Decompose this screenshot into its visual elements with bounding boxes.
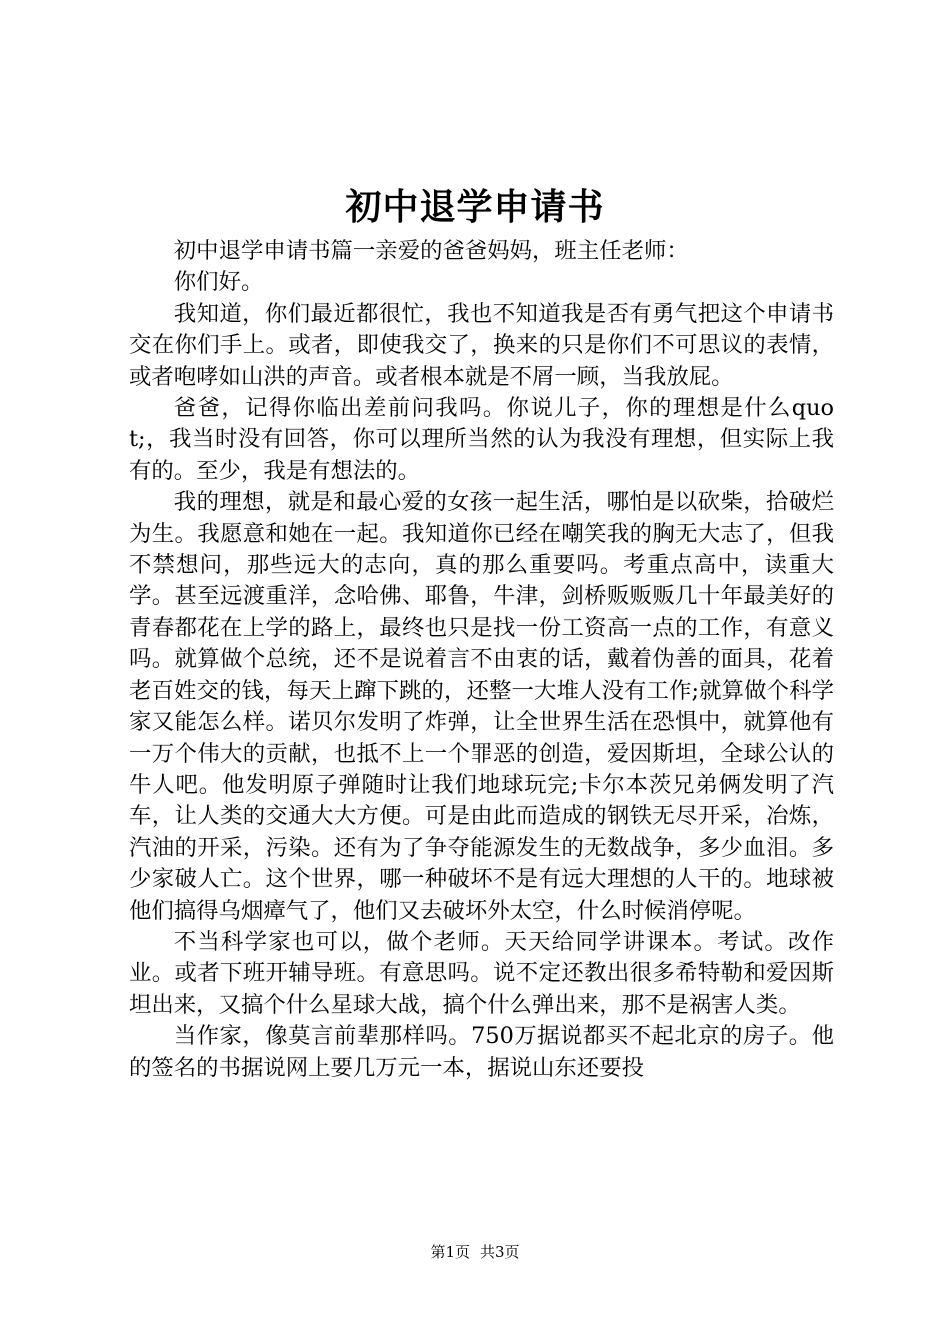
paragraph-teacher: 不当科学家也可以，做个老师。天天给同学讲课本。考试。改作业。或者下班开辅导班。有意思吗。说不定还教出很多希特勒和爱因斯坦出来，又搞个什么星球大战，搞个什么弹出来，那不是祸害人类。 (129, 928, 834, 1018)
document-title: 初中退学申请书 (345, 186, 605, 228)
page-footer (0, 1242, 950, 1262)
page-number: 第1页 (430, 1243, 470, 1261)
paragraph-ideal: 我的理想，就是和最心爱的女孩一起生活，哪怕是以砍柴，拾破烂为生。我愿意和她在一起。我知道你已经在嘲笑我的胸无大志了，但我不禁想问，那些远大的志向，真的那么重要吗。考重点高中，读重大学。甚至远渡重洋，念哈佛、耶鲁，牛津，剑桥贩贩贩几十年最美好的青春都花在上学的路上，最终也只是找一份工资高一点的工作，有意义吗。就算做个总统，还不是说着言不由衷的话，戴着伪善的面具，花着老百姓交的钱，每天上蹿下跳的，还整一大堆人没有工作;就算做个科学家又能怎么样。诺贝尔发明了炸弹，让全世界生活在恐惧中，就算他有一万个伟大的贡献，也抵不上一个罪恶的创造，爱因斯坦，全球公认的牛人吧。他发明原子弹随时让我们地球玩完;卡尔本茨兄弟俩发明了汽车，让人类的交通大大方便。可是由此而造成的钢铁无尽开采，冶炼，汽油的开采，污染。还有为了争夺能源发生的无数战争，多少血泪。多少家破人亡。这个世界，哪一种破坏不是有远大理想的人干的。地球被他们搞得乌烟瘴气了，他们又去破坏外太空，什么时候消停呢。 (129, 489, 834, 924)
paragraph-dad-question: 爸爸，记得你临出差前问我吗。你说儿子，你的理想是什么quot;，我当时没有回答，你可以理所当然的认为我没有理想，但实际上我有的。至少，我是有想法的。 (129, 395, 834, 484)
paragraph-intro: 我知道，你们最近都很忙，我也不知道我是否有勇气把这个申请书交在你们手上。或者，即使我交了，换来的只是你们不可思议的表情，或者咆哮如山洪的声音。或者根本就是不屑一顾，当我放屁。 (129, 300, 834, 390)
document-body (129, 236, 834, 1084)
page-total: 共3页 (480, 1243, 520, 1261)
paragraph-greeting: 你们好。 (173, 269, 264, 296)
paragraph-salutation: 初中退学申请书篇一亲爱的爸爸妈妈，班主任老师： (173, 238, 689, 264)
paragraph-writer: 当作家，像莫言前辈那样吗。750万据说都买不起北京的房子。他的签名的书据说网上要几万元一本，据说山东还要投 (129, 1023, 834, 1081)
